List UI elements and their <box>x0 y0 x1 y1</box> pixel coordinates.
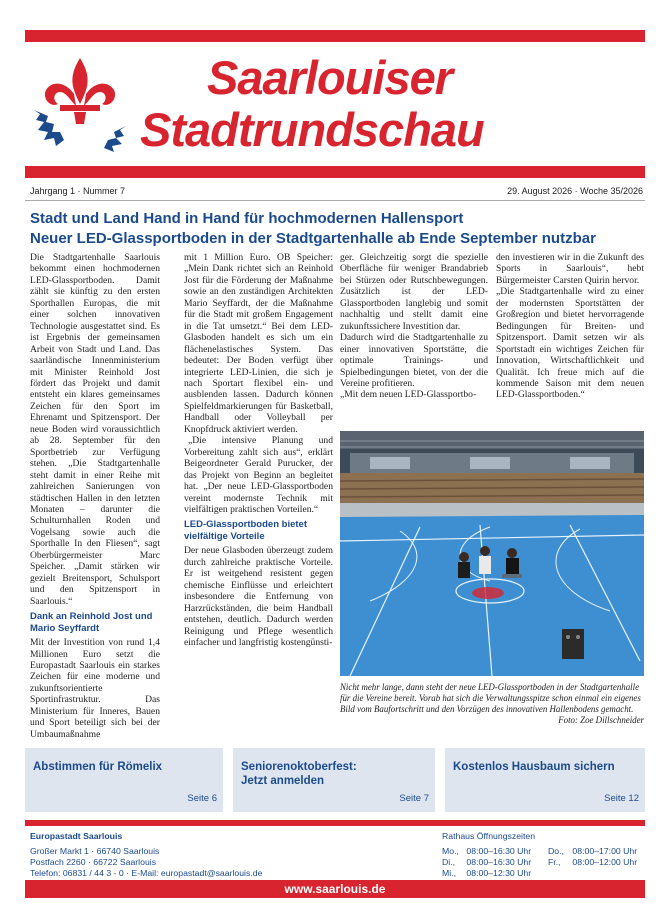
divider <box>25 200 645 201</box>
footer-org-name: Europastadt Saarlouis <box>30 831 123 841</box>
hours-time: 08:00–16:30 Uhr <box>466 857 532 867</box>
sports-hall-photo <box>340 431 644 676</box>
address-line: Postfach 2260 · 66722 Saarlouis <box>30 857 157 867</box>
hours-day: Mo., <box>442 846 459 856</box>
article-paragraph: mit 1 Million Euro. OB Speicher: „Mein Dank richtet sich an Reinhold Jost für die Förderung der Maßnahme sowie an den zuständigen Architekten Mario Seyffardt, der die Maßnahme für die Stadt mit großem Engagement in die Tat umsetzt.“ Bei dem LED-Glasboden handelt es sich um ein flächenelastisches System. Das bedeutet: Der Boden verfügt über integrierte LED-Linien, die sich je nach Sportart flexibel ein- und ausblenden lassen. Dadurch können Spielfeldmarkierungen für Basketball, Handball oder Volleyball per Knopfdruck aktiviert werden. <box>184 252 333 435</box>
teaser-page: Seite 7 <box>399 793 429 804</box>
footer-red-bar <box>25 820 645 826</box>
article-paragraph: Mit der Investition von rund 1,4 Millionen Euro setzt die Europastadt Saarlouis ein starkes Zeichen für eine moderne und zukunftsorientierte Sportinfrastruktur. Das Ministerium für Inneres, Bauen und Sport beteiligt sich bei der Umbaumaßnahme <box>30 637 160 740</box>
hours-time: 08:00–16:30 Uhr <box>466 846 532 856</box>
hours-time: 08:00–12:00 Uhr <box>572 857 638 867</box>
teaser-page: Seite 12 <box>604 793 639 804</box>
address-line: Großer Markt 1 · 66740 Saarlouis <box>30 846 160 856</box>
top-red-bar <box>25 30 645 42</box>
teaser-page: Seite 6 <box>187 793 217 804</box>
article-subheading: LED-Glassportboden bietet vielfältige Vorteile <box>184 519 307 543</box>
opening-hours-list <box>548 846 637 868</box>
contact-line[interactable]: Telefon: 06831 / 44 3 - 0 · E-Mail: europastadt@saarlouis.de <box>30 868 263 878</box>
subheadline: Neuer LED-Glassportboden in der Stadtgartenhalle ab Ende September nutzbar <box>30 230 596 247</box>
teaser-card-roemelix[interactable] <box>25 748 223 812</box>
hours-day: Do., <box>548 846 564 856</box>
article-paragraph: Der neue Glasboden überzeugt zudem durch zahlreiche praktische Vorteile. Er ist weitgehend resistent gegen chemische Einflüsse und erleichtert insbesondere die Entfernung von Harzrückständen, die beim Handball entstehen, deutlich. Dadurch werden Reinigung und Pflege wesentlich einfacher und langfristig kostengünsti- <box>184 545 333 649</box>
teaser-title: Abstimmen für Römelix <box>33 761 163 773</box>
article-paragraph: Dadurch wird die Stadtgartenhalle zu einer innovativen Sportstätte, die optimale Trainings- und Spielbedingungen bietet, von der die Vereine profitieren. <box>340 332 488 389</box>
teaser-title: Kostenlos Hausbaum sichern <box>453 761 615 773</box>
caption-text: Nicht mehr lange, dann steht der neue LED-Glassportboden in der Stadtgartenhalle für die Vereine bereit. Vorab hat sich die Verwaltungsspitze schon einmal ein eigenes Bild vom Baufortschritt und den Vorzügen des innovativen Hallenbodens gemacht. <box>340 682 641 714</box>
article-paragraph: „Die Stadtgartenhalle wird zu einer der modernsten Sportstätten der Großregion und bietet hervorragende Bedingungen für Breiten- und Spitzensport. Damit setzen wir als Sportstadt ein wichtiges Zeichen für Innovation, Wirtschaftlichkeit und Qualität. Ich freue mich auf die kommende Saison mit dem neuen LED-Glassportboden.“ <box>496 286 644 401</box>
photo-credit: Foto: Zoe Dillschneider <box>558 715 644 725</box>
article-paragraph: Die Stadtgartenhalle Saarlouis bekommt einen hochmodernen LED-Glassportboden. Damit zählt sie künftig zu den ersten Sporthallen Europas, die mit einer solchen innovativen Technologie ausgestattet sind. Es ist Ergebnis der gemeinsamen Arbeit von Stadt und Land. Das saarländische Innenministerium mit Minister Reinhold Jost fördert das Projekt und damit entsteht ein klares gemeinsames Zeichen für den Sport im Ehrenamt und Spitzensport. Der neue Boden wird voraussichtlich ab 28. September für den Sportbetrieb zur Verfügung stehen. „Die Stadtgartenhalle steht damit in einer Reihe mit zahlreichen Sanierungen von städtischen Hallen in den letzten Monaten – darunter die Schulturnhallen Roden und Vogelsang sowie auch die Sporthalle In den Fliesen“, sagt Oberbürgermeister Marc Speicher. „Damit stärken wir gezielt Breitensport, Schulsport und den Spitzensport in Saarlouis.“ <box>30 252 160 607</box>
article-subheading: Dank an Reinhold Jost und Mario Seyffardt <box>30 611 153 635</box>
opening-hours-list <box>442 846 531 879</box>
article-column-4 <box>496 252 644 401</box>
website-bar <box>25 880 645 898</box>
article-paragraph: ger. Gleichzeitig sorgt die spezielle Oberfläche für weniger Brandabrieb bei Stürzen oder Rutschbewegungen. Zusätzlich ist der LED-Glassportboden langlebig und somit nachhaltig und stellt damit eine zukunftssichere Investition dar. <box>340 252 488 332</box>
website-link[interactable]: www.saarlouis.de <box>284 882 386 896</box>
issue-number: Jahrgang 1 · Nummer 7 <box>30 186 126 196</box>
hours-time: 08:00–17:00 Uhr <box>572 846 638 856</box>
article-paragraph: den investieren wir in die Zukunft des Sports in Saarlouis“, hebt Bürgermeister Carsten Quirin hervor. <box>496 252 644 286</box>
masthead-red-bar <box>25 166 645 178</box>
article-paragraph: „Die intensive Planung und Vorbereitung zahlt sich aus“, erklärt Beigeordneter Gerald Purucker, der das Projekt von Beginn an begleitet hat. „Der neue LED-Glassportboden vereint modernste Technik mit vielfältigen praktischen Vorteilen.“ <box>184 435 333 515</box>
photo-caption <box>340 682 644 726</box>
teaser-title: Seniorenoktoberfest: Jetzt anmelden <box>241 761 357 787</box>
headline: Stadt und Land Hand in Hand für hochmodernen Hallensport <box>30 210 464 227</box>
footer-address <box>30 846 262 879</box>
article-column-2 <box>184 252 333 649</box>
masthead-line-2: Stadtrundschau <box>140 103 484 156</box>
teaser-card-oktoberfest[interactable] <box>233 748 435 812</box>
hours-day: Mi., <box>442 868 456 878</box>
issue-date: 29. August 2026 · Woche 35/2026 <box>507 186 643 196</box>
fleur-de-lis-logo-icon <box>30 52 130 152</box>
article-column-1 <box>30 252 160 740</box>
masthead-line-1: Saarlouiser <box>207 51 453 104</box>
teaser-card-hausbaum[interactable] <box>445 748 645 812</box>
article-column-3 <box>340 252 488 401</box>
hours-day: Fr., <box>548 857 561 867</box>
hours-day: Di., <box>442 857 456 867</box>
hours-time: 08:00–12:30 Uhr <box>466 868 532 878</box>
article-paragraph: „Mit dem neuen LED-Glassportbo- <box>340 389 477 401</box>
opening-hours-title: Rathaus Öffnungszeiten <box>442 831 536 841</box>
